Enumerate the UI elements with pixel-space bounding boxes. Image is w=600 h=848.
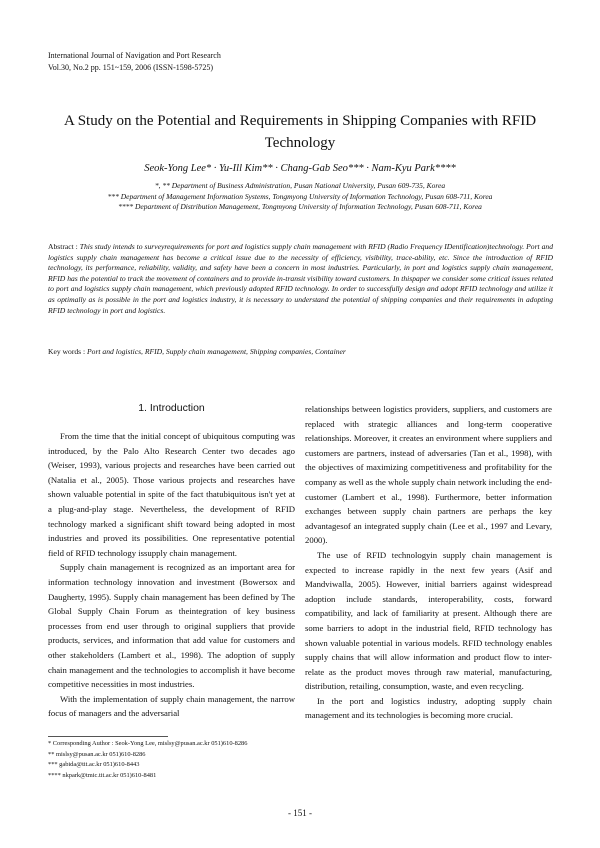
paper-title: A Study on the Potential and Requirements in Shipping Companies with RFID Technology	[63, 113, 537, 151]
footnotes	[48, 739, 247, 781]
body-paragraph: From the time that the initial concept of ubiquitous computing was introduced, by the Palo Alto Research Center two decades ago (Weiser, 1993), various projects and researches have been carried out (Natalia et al., 2005). Those various projects and researches have shown valuable potential in spite of the fact thatubiquitous isn't yet at a plug-and-play stage. Nevertheless, the development of RFID technology marked a significant shift toward being adopted in most industries and proved its possibilities. One representative potential field of RFID technology issupply chain management.	[48, 431, 295, 558]
section-heading: 1. Introduction	[138, 402, 205, 414]
body-paragraph: With the implementation of supply chain management, the narrow focus of managers and the adversarial	[48, 693, 295, 719]
body-paragraph: Supply chain management is recognized as an important area for information technology innovation and investment (Bowersox and Daugherty, 1995). Supply chain management has been defined by The Global Supply Chain Forum as theintegration of key business processes from end user through to original suppliers that provide products, services, and information that add value for customers and other stakeholders (Lambert et al., 1998). The adoption of supply chain management and the technologies to accomplish it have become competitive necessities in most industries.	[48, 562, 295, 690]
body-paragraph: relationships between logistics providers, suppliers, and customers are replaced with strategic alliances and long-term cooperative relationships. Moreover, it creates an environment where suppliers and customers are partners, instead of adversaries (Tan et al., 1998), with the objectives of maximizing competitiveness and profitability for the company as well as the whole supply chain network including the end-customer (Lambert et al., 1998). Furthermore, better information exchanges between supply chain partners are perhaps the key advantagesof an integrated supply chain (Lee et al., 1997 and Levary, 2000).	[305, 404, 552, 546]
keywords	[48, 347, 553, 356]
page-number: - 151 -	[288, 808, 312, 818]
abstract-text: This study intends to surveyrequirements for port and logistics supply chain management with RFID (Radio Frequency IDentification)technology. Port and logistics supply chain management has become a critical issue due to the necessity of efficiency, visibility, trace-ability, etc. Since the introduction of RFID technology, its performance, reliability, validity, and safety have been a concern in most industries. Particularly, in port and logistics supply chain management, RFID has the potential to track the movement of containers and to provide in-transit visibility toward customers. In thispaper we consider some critical issues related to port and logistics supply chain management, which previously adopted RFID technology. In order to successfully design and adopt RFID technology and utilize it as optimally as is possible in the port and logistics industry, it is necessary to understand the potential of shipping companies and their requirements in adopting RFID technology in port and logistics.	[48, 242, 553, 315]
abstract	[48, 242, 553, 316]
journal-header	[48, 50, 221, 74]
affiliation-3: **** Department of Distribution Management, Tongmyong University of Information Technology, Pusan 608-711, Korea	[118, 202, 482, 211]
body-paragraph: In the port and logistics industry, adopting supply chain management and its technologies is becoming more crucial.	[305, 695, 552, 721]
footnote-divider	[48, 736, 168, 737]
footnote: **** nkpark@tmic.tit.ac.kr 051)610-8481	[48, 771, 157, 779]
body-paragraph: The use of RFID technologyin supply chain management is expected to increase rapidly in the next few years (Asif and Mandviwalla, 2005). However, initial barriers against widespread adoption include standards, interoperability, costs, forward compatibility, and lack of familiarity at present. Although there are some barriers to adopt in the industrial field, RFID technology has shown valuable potential in various models. RFID technology enables supply chains that will allow information and product flow to inter-relate as the product moves through raw material, manufacturing, distribution, retailing, consumption, waste, and even recycling.	[305, 549, 552, 692]
author-list: Seok-Yong Lee* · Yu-Ill Kim** · Chang-Gab Seo*** · Nam-Kyu Park****	[144, 163, 456, 174]
left-column	[48, 429, 295, 721]
affiliation-2: *** Department of Management Information Systems, Tongmyong University of Information Technology, Pusan 608-711, Korea	[107, 191, 493, 201]
affiliation-1: *, ** Department of Business Administration, Pusan National University, Pusan 609-735, Korea	[154, 181, 446, 190]
keywords-text: Port and logistics, RFID, Supply chain management, Shipping companies, Container	[87, 347, 346, 356]
footnote: * Corresponding Author : Seok-Yong Lee, mislsy@pusan.ac.kr 051)610-8286	[48, 740, 248, 747]
footnote: *** gabida@tit.ac.kr 051)610-8443	[48, 761, 140, 768]
keywords-label: Key words :	[48, 347, 88, 356]
journal-volume: Vol.30, No.2 pp. 151~159, 2006 (ISSN-1598-5725)	[48, 63, 214, 72]
affiliations	[60, 181, 540, 213]
footnote: ** mislsy@pusan.ac.kr 051)610-8286	[48, 750, 146, 758]
journal-name: International Journal of Navigation and Port Research	[48, 51, 221, 60]
right-column	[305, 402, 552, 723]
abstract-label: Abstract :	[48, 242, 80, 251]
